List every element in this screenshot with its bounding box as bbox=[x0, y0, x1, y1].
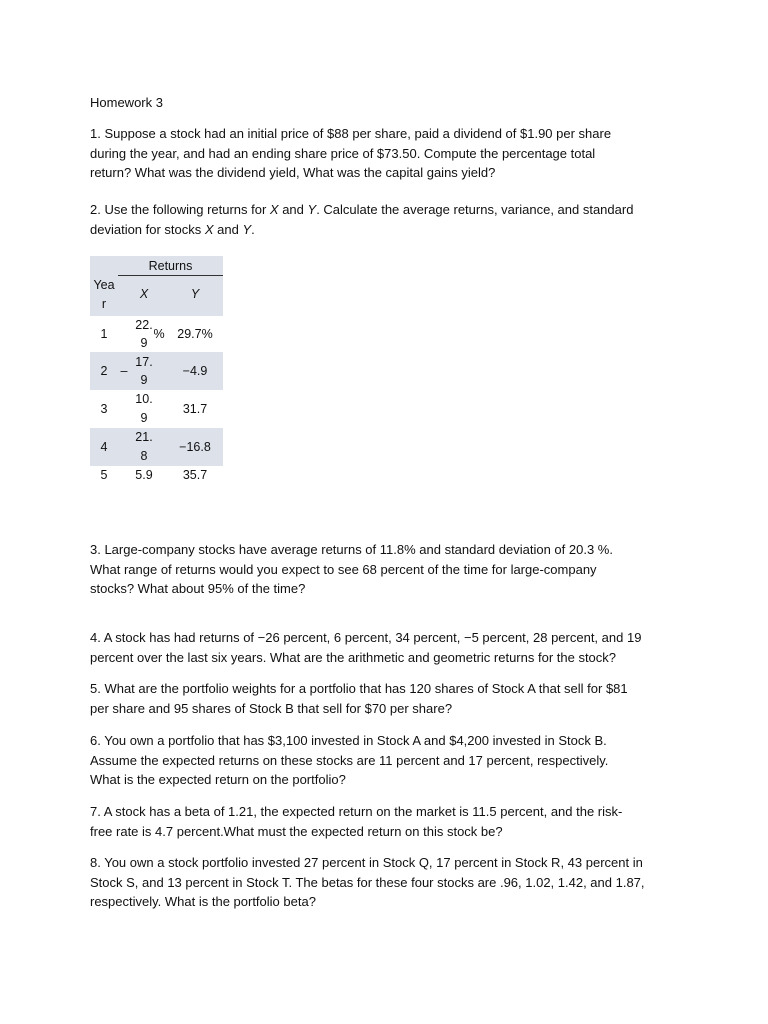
year-header: Yea bbox=[93, 278, 115, 292]
col-x-header: X bbox=[139, 287, 149, 301]
header-rule bbox=[118, 275, 223, 276]
question-4 bbox=[90, 628, 685, 667]
year-cell: 5 bbox=[100, 468, 108, 482]
question-6-line: What is the expected return on the portfolio? bbox=[90, 772, 346, 787]
q2-var-y: Y bbox=[242, 221, 252, 237]
x-cell: 5.9 bbox=[135, 468, 153, 482]
q2-var-y: Y bbox=[307, 202, 317, 217]
y-cell: −4.9 bbox=[182, 364, 208, 378]
question-6 bbox=[90, 731, 685, 790]
q2-text: . Calculate the average returns, variance, and standard bbox=[316, 202, 634, 217]
question-7-line: free rate is 4.7 percent.What must the expected return on this stock be? bbox=[90, 823, 503, 839]
q2-text: and bbox=[213, 221, 243, 237]
document-title: Homework 3 bbox=[90, 95, 163, 110]
x-cell-wrap: 9 bbox=[140, 336, 148, 350]
returns-header: Returns bbox=[148, 259, 193, 273]
col-y-header: Y bbox=[190, 287, 200, 301]
q2-var-x: X bbox=[204, 221, 214, 237]
question-7 bbox=[90, 802, 685, 841]
year-cell: 3 bbox=[100, 402, 108, 416]
question-8-line: Stock S, and 13 percent in Stock T. The betas for these four stocks are .96, 1.02, 1.42, and 1.87, bbox=[90, 874, 645, 890]
q2-text: and bbox=[278, 202, 308, 217]
q2-text: deviation for stocks bbox=[90, 221, 205, 237]
q2-text: 2. Use the following returns for bbox=[90, 202, 270, 217]
year-cell: 1 bbox=[100, 327, 108, 341]
x-cell: 22. bbox=[135, 318, 153, 332]
year-cell: 2 bbox=[100, 364, 108, 378]
question-3-line: 3. Large-company stocks have average returns of 11.8% and standard deviation of 20.3 %. bbox=[90, 542, 613, 557]
question-8 bbox=[90, 853, 685, 912]
y-cell: 35.7 bbox=[182, 468, 208, 482]
y-cell: −16.8 bbox=[179, 440, 211, 454]
question-4-line: percent over the last six years. What are the arithmetic and geometric returns for the stock? bbox=[90, 649, 617, 665]
question-5-line: per share and 95 shares of Stock B that sell for $70 per share? bbox=[90, 700, 453, 716]
question-3 bbox=[90, 540, 685, 599]
question-5 bbox=[90, 679, 685, 718]
question-6-line: Assume the expected returns on these stocks are 11 percent and 17 percent, respectively. bbox=[90, 752, 609, 768]
question-1-line: during the year, and had an ending share price of $73.50. Compute the percentage total bbox=[90, 145, 596, 161]
question-3-line: What range of returns would you expect to see 68 percent of the time for large-company bbox=[90, 561, 597, 577]
question-8-line: 8. You own a stock portfolio invested 27 percent in Stock Q, 17 percent in Stock R, 43 percent in bbox=[90, 855, 643, 870]
y-cell: 29.7% bbox=[177, 327, 213, 341]
year-header-wrap: r bbox=[101, 297, 107, 311]
x-minus-sign: – bbox=[120, 364, 128, 378]
x-cell-wrap: 9 bbox=[140, 411, 148, 425]
question-1 bbox=[90, 124, 685, 183]
q2-text: . bbox=[251, 221, 255, 237]
question-3-line: stocks? What about 95% of the time? bbox=[90, 581, 306, 596]
x-cell: 10. bbox=[135, 392, 153, 406]
x-cell: 17. bbox=[135, 355, 153, 369]
question-7-line: 7. A stock has a beta of 1.21, the expected return on the market is 11.5 percent, and the risk- bbox=[90, 804, 623, 819]
x-cell: 21. bbox=[135, 430, 153, 444]
returns-table bbox=[90, 256, 223, 488]
question-2-line bbox=[90, 220, 685, 240]
y-cell: 31.7 bbox=[182, 402, 208, 416]
year-cell: 4 bbox=[100, 440, 108, 454]
question-4-line: 4. A stock has had returns of −26 percent, 6 percent, 34 percent, −5 percent, 28 percent, and 19 bbox=[90, 630, 642, 645]
question-5-line: 5. What are the portfolio weights for a portfolio that has 120 shares of Stock A that sell for $81 bbox=[90, 681, 628, 696]
q2-var-x: X bbox=[269, 202, 279, 217]
x-percent-mark: % bbox=[153, 327, 165, 341]
question-2-line bbox=[90, 200, 685, 220]
question-8-line: respectively. What is the portfolio beta? bbox=[90, 894, 316, 909]
x-cell-wrap: 8 bbox=[140, 449, 148, 463]
question-1-line: return? What was the dividend yield, What was the capital gains yield? bbox=[90, 165, 496, 180]
x-cell-wrap: 9 bbox=[140, 373, 148, 387]
question-6-line: 6. You own a portfolio that has $3,100 invested in Stock A and $4,200 invested in Stock B. bbox=[90, 733, 607, 748]
question-1-line: 1. Suppose a stock had an initial price of $88 per share, paid a dividend of $1.90 per share bbox=[90, 126, 612, 141]
question-2 bbox=[90, 200, 685, 239]
